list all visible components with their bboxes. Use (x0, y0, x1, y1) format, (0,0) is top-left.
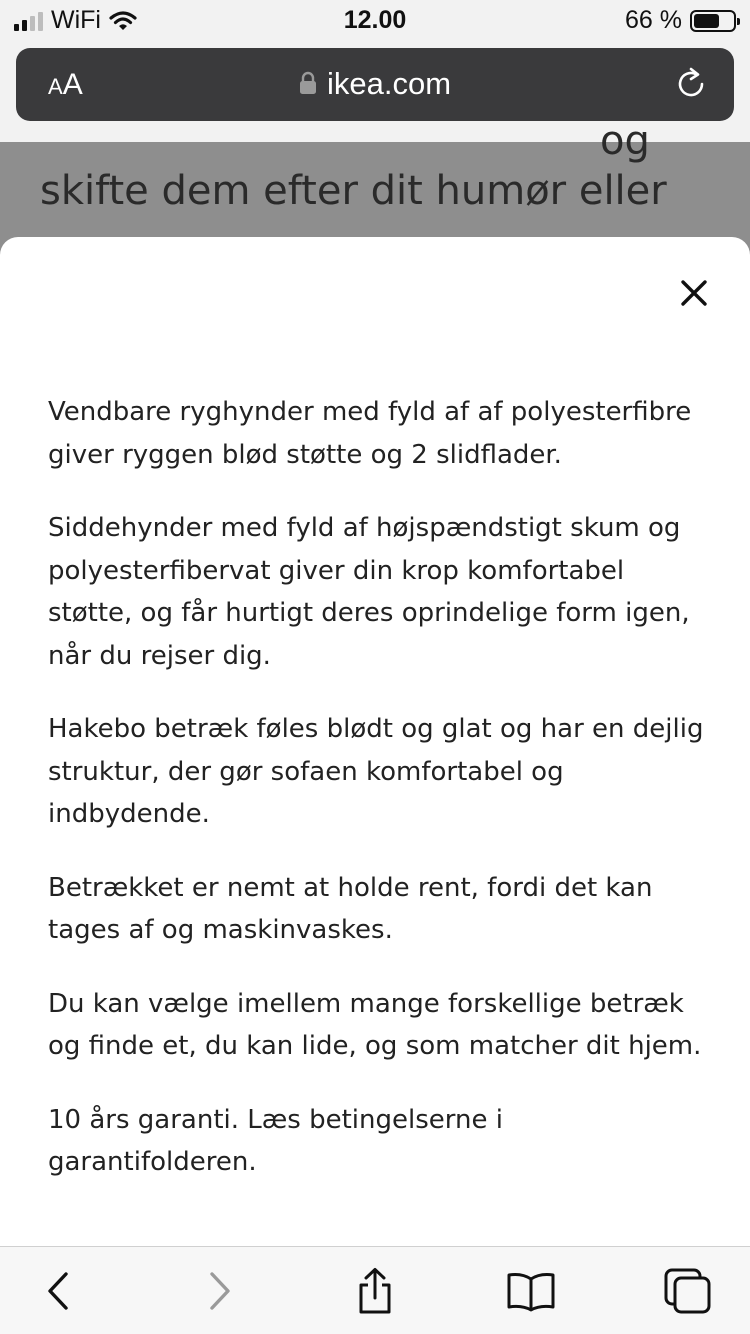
clock: 12.00 (343, 6, 407, 34)
share-icon (355, 1267, 395, 1315)
battery-percent: 66 % (625, 6, 682, 34)
background-page (0, 118, 750, 252)
browser-toolbar (0, 1246, 750, 1334)
close-icon[interactable] (680, 279, 708, 307)
background-text-partial: og (600, 118, 650, 164)
sheet-content (48, 391, 708, 1215)
lock-icon (299, 71, 317, 95)
paragraph-cover-choice: Du kan vælge imellem mange forskellige betræk og finde et, du kan lide, og som matcher dit hjem. (48, 988, 702, 1061)
address-bar[interactable] (16, 48, 734, 121)
book-icon (506, 1271, 556, 1311)
url-display[interactable] (16, 66, 734, 102)
reload-icon[interactable] (674, 66, 708, 102)
paragraph-warranty: 10 års garanti. Læs betingelserne i garantifolderen. (48, 1104, 503, 1177)
carrier-label: WiFi (51, 6, 101, 34)
tabs-icon (664, 1268, 712, 1314)
text-size-button[interactable]: AA (48, 68, 83, 101)
share-button[interactable] (353, 1269, 397, 1313)
url-text: ikea.com (326, 66, 452, 101)
paragraph-back-cushions: Vendbare ryghynder med fyld af af polyesterfibre giver ryggen blød støtte og 2 slidflader. (48, 397, 692, 470)
bookmarks-button[interactable] (509, 1269, 553, 1313)
paragraph-cover-washable: Betrækket er nemt at holde rent, fordi det kan tages af og maskinvaskes. (48, 872, 653, 945)
status-bar (0, 0, 750, 40)
back-button[interactable] (36, 1269, 80, 1313)
paragraph-cover-feel: Hakebo betræk føles blødt og glat og har en dejlig struktur, der gør sofaen komfortabel og indbydende. (48, 714, 704, 829)
battery-icon (690, 10, 736, 32)
forward-button[interactable] (198, 1269, 242, 1313)
chevron-right-icon (207, 1271, 233, 1311)
status-right (625, 6, 736, 35)
paragraph-seat-cushions: Siddehynder med fyld af højspændstigt skum og polyesterfibervat giver din krop komfortabel støtte, og får hurtigt deres oprindelige form igen, når du rejser dig. (48, 513, 690, 671)
battery-level-fill (694, 14, 719, 28)
background-text-line: skifte dem efter dit humør eller (40, 168, 667, 214)
product-details-sheet (0, 237, 750, 1247)
chevron-left-icon (45, 1271, 71, 1311)
tabs-button[interactable] (666, 1269, 710, 1313)
